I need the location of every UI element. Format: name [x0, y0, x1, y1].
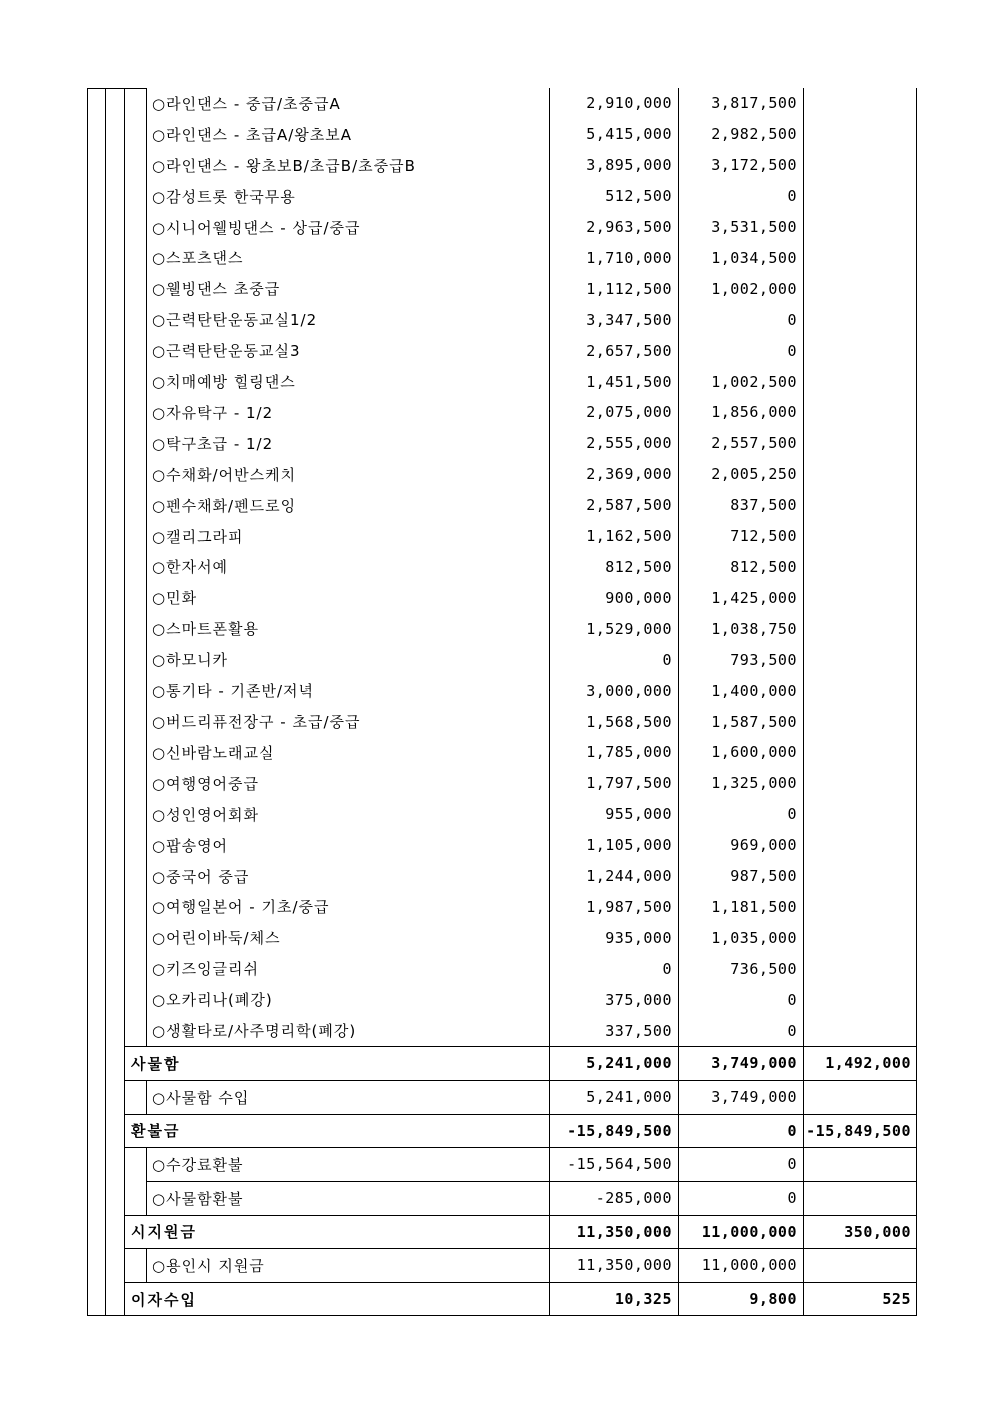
row-label: ○신바람노래교실 [152, 743, 275, 762]
amount-col2: 3,749,000 [711, 1088, 797, 1106]
amount-col2: 1,587,500 [711, 712, 797, 731]
table-row [87, 552, 917, 583]
amount-col2: 0 [787, 990, 797, 1009]
amount-col3: 1,492,000 [825, 1054, 911, 1072]
row-label: ○근력탄탄운동교실3 [152, 342, 301, 361]
row-label: ○캘리그라피 [152, 527, 244, 546]
table-row [87, 212, 917, 243]
table-row [87, 335, 917, 366]
amount-col1: -15,564,500 [567, 1155, 672, 1173]
grid-line [124, 1046, 917, 1047]
grid-line [124, 1147, 917, 1148]
row-label: ○오카리나(폐강) [152, 991, 273, 1010]
grid-line [146, 1147, 147, 1181]
table-row [87, 273, 917, 304]
table-row [87, 582, 917, 613]
table-row [87, 459, 917, 490]
table-row [87, 521, 917, 552]
amount-col1: 1,451,500 [586, 372, 672, 391]
amount-col3 [804, 1248, 911, 1282]
table-row [87, 706, 917, 737]
amount-col2: 793,500 [730, 650, 797, 669]
amount-col2: 3,531,500 [711, 218, 797, 237]
amount-col2: 969,000 [730, 836, 797, 855]
amount-col2: 0 [787, 187, 797, 206]
table-row [87, 243, 917, 274]
amount-col1: 512,500 [605, 187, 672, 206]
amount-col2: 0 [787, 1189, 797, 1207]
table-row [87, 799, 917, 830]
amount-col2: 11,000,000 [701, 1256, 797, 1274]
amount-col1: 2,075,000 [586, 403, 672, 422]
summary-row [87, 1282, 917, 1316]
row-label: ○한자서예 [152, 558, 229, 577]
row-label: 이자수입 [131, 1290, 197, 1309]
row-label: ○통기타 - 기존반/저녁 [152, 682, 315, 701]
grid-line [146, 1248, 147, 1282]
row-label: ○펜수채화/펜드로잉 [152, 496, 297, 515]
summary-row [87, 1046, 917, 1080]
summary-sub-row [87, 1181, 917, 1215]
grid-line [124, 1248, 917, 1249]
row-label: ○근력탄탄운동교실1/2 [152, 311, 318, 330]
row-label: ○자유탁구 - 1/2 [152, 403, 274, 422]
amount-col1: 5,241,000 [586, 1088, 672, 1106]
amount-col1: 2,555,000 [586, 434, 672, 453]
amount-col1: 935,000 [605, 928, 672, 947]
amount-col1: 1,162,500 [586, 527, 672, 546]
table-row [87, 613, 917, 644]
row-label: ○하모니카 [152, 651, 229, 670]
amount-col1: 3,347,500 [586, 310, 672, 329]
amount-col1: 2,369,000 [586, 465, 672, 484]
table-row [87, 88, 917, 119]
table-row [87, 397, 917, 428]
amount-col1: 1,797,500 [586, 774, 672, 793]
row-label: ○중국어 중급 [152, 867, 250, 886]
amount-col2: 0 [787, 1021, 797, 1040]
amount-col1: 1,112,500 [586, 279, 672, 298]
amount-col1: -285,000 [595, 1189, 672, 1207]
amount-col1: 11,350,000 [576, 1222, 672, 1241]
grid-line [124, 1215, 917, 1216]
row-label: ○여행영어중급 [152, 774, 260, 793]
amount-col2: 1,034,500 [711, 248, 797, 267]
amount-col1: 3,895,000 [586, 156, 672, 175]
amount-col1: 1,987,500 [586, 897, 672, 916]
grid-line [146, 1080, 147, 1114]
amount-col2: 1,002,000 [711, 279, 797, 298]
amount-col2: 2,005,250 [711, 465, 797, 484]
row-label: ○수강료환불 [152, 1155, 244, 1174]
amount-col2: 1,035,000 [711, 928, 797, 947]
amount-col2: 11,000,000 [701, 1222, 797, 1241]
row-label: ○스포츠댄스 [152, 249, 244, 268]
amount-col2: 1,038,750 [711, 619, 797, 638]
amount-col1: 1,710,000 [586, 248, 672, 267]
amount-col2: 0 [787, 1121, 797, 1140]
amount-col1: 2,910,000 [586, 94, 672, 113]
amount-col2: 0 [787, 805, 797, 824]
summary-sub-row [87, 1080, 917, 1114]
amount-col3 [804, 1181, 911, 1215]
row-label: ○스마트폰활용 [152, 620, 260, 639]
amount-col2: 1,002,500 [711, 372, 797, 391]
table-row [87, 953, 917, 984]
amount-col2: 1,600,000 [711, 743, 797, 762]
table-row [87, 891, 917, 922]
row-label: ○사물함환불 [152, 1189, 244, 1208]
row-label: ○버드리퓨전장구 - 초급/중급 [152, 713, 361, 731]
amount-col1: 900,000 [605, 588, 672, 607]
amount-col1: -15,849,500 [567, 1121, 672, 1140]
amount-col1: 2,657,500 [586, 341, 672, 360]
amount-col2: 2,557,500 [711, 434, 797, 453]
amount-col2: 3,749,000 [711, 1054, 797, 1072]
grid-line [146, 1181, 917, 1182]
row-label: ○감성트롯 한국무용 [152, 187, 296, 206]
amount-col3: 525 [882, 1290, 911, 1308]
amount-col2: 2,982,500 [711, 125, 797, 144]
table-row [87, 181, 917, 212]
amount-col1: 2,963,500 [586, 218, 672, 237]
summary-sub-row [87, 1248, 917, 1282]
summary-row [87, 1114, 917, 1147]
row-label: 환불금 [131, 1122, 181, 1140]
row-label: ○라인댄스 - 초급A/왕초보A [152, 125, 353, 144]
amount-col1: 10,325 [614, 1290, 672, 1308]
amount-col1: 375,000 [605, 990, 672, 1009]
amount-col3: 350,000 [844, 1222, 911, 1241]
amount-col2: 736,500 [730, 959, 797, 978]
table-row [87, 830, 917, 861]
row-label: ○웰빙댄스 초중급 [152, 280, 281, 299]
amount-col2: 0 [787, 310, 797, 329]
amount-col3 [804, 1080, 911, 1114]
amount-col1: 1,244,000 [586, 867, 672, 886]
summary-row [87, 1215, 917, 1248]
row-label: ○생활타로/사주명리학(폐강) [152, 1022, 357, 1041]
row-label: ○탁구초급 - 1/2 [152, 434, 274, 453]
amount-col1: 0 [662, 650, 672, 669]
row-label: ○치매예방 힐링댄스 [152, 373, 296, 392]
amount-col2: 0 [787, 1155, 797, 1173]
amount-col2: 1,325,000 [711, 774, 797, 793]
amount-col1: 5,241,000 [586, 1054, 672, 1072]
amount-col1: 1,785,000 [586, 743, 672, 762]
row-label: ○사물함 수입 [152, 1088, 250, 1107]
summary-sub-row [87, 1147, 917, 1181]
amount-col2: 712,500 [730, 527, 797, 546]
amount-col1: 5,415,000 [586, 125, 672, 144]
grid-line [124, 1282, 917, 1283]
amount-col1: 955,000 [605, 805, 672, 824]
grid-line [124, 1114, 917, 1115]
amount-col1: 11,350,000 [576, 1256, 672, 1274]
row-label: ○민화 [152, 589, 198, 608]
table-row [87, 490, 917, 521]
row-label: ○시니어웰빙댄스 - 상급/중급 [152, 218, 361, 237]
amount-col2: 1,856,000 [711, 403, 797, 422]
table-row [87, 304, 917, 335]
table-row [87, 150, 917, 181]
table-row [87, 922, 917, 953]
grid-line [146, 1181, 147, 1215]
row-label: ○라인댄스 - 왕초보B/초급B/초중급B [152, 156, 416, 175]
financial-table [87, 88, 918, 1317]
table-row [87, 861, 917, 892]
amount-col2: 1,400,000 [711, 681, 797, 700]
amount-col2: 9,800 [749, 1290, 797, 1308]
amount-col1: 1,529,000 [586, 619, 672, 638]
table-row [87, 1015, 917, 1046]
amount-col2: 3,817,500 [711, 94, 797, 113]
amount-col2: 3,172,500 [711, 156, 797, 175]
row-label: ○라인댄스 - 중급/초중급A [152, 94, 341, 113]
row-label: ○어린이바둑/체스 [152, 929, 281, 948]
row-label: ○팝송영어 [152, 836, 229, 855]
amount-col1: 1,568,500 [586, 712, 672, 731]
table-row [87, 768, 917, 799]
amount-col1: 3,000,000 [586, 681, 672, 700]
table-row [87, 428, 917, 459]
table-row [87, 984, 917, 1015]
amount-col1: 337,500 [605, 1021, 672, 1040]
amount-col2: 1,425,000 [711, 588, 797, 607]
row-label: 사물함 [131, 1054, 181, 1073]
table-row [87, 675, 917, 706]
table-row [87, 737, 917, 768]
table-row [87, 644, 917, 675]
amount-col2: 1,181,500 [711, 897, 797, 916]
amount-col2: 0 [787, 341, 797, 360]
row-label: ○여행일본어 - 기초/중급 [152, 898, 330, 917]
table-row [87, 366, 917, 397]
amount-col1: 0 [662, 959, 672, 978]
amount-col1: 812,500 [605, 557, 672, 576]
row-label: ○용인시 지원금 [152, 1256, 265, 1275]
amount-col2: 987,500 [730, 867, 797, 886]
row-label: 시지원금 [131, 1223, 197, 1241]
grid-line [124, 1080, 917, 1081]
amount-col1: 1,105,000 [586, 836, 672, 855]
row-label: ○수채화/어반스케치 [152, 465, 297, 484]
amount-col2: 837,500 [730, 496, 797, 515]
row-label: ○키즈잉글리쉬 [152, 960, 260, 979]
amount-col3: -15,849,500 [806, 1121, 911, 1140]
amount-col2: 812,500 [730, 557, 797, 576]
amount-col1: 2,587,500 [586, 496, 672, 515]
table-row [87, 119, 917, 150]
row-label: ○성인영어회화 [152, 805, 260, 824]
amount-col3 [804, 1147, 911, 1181]
